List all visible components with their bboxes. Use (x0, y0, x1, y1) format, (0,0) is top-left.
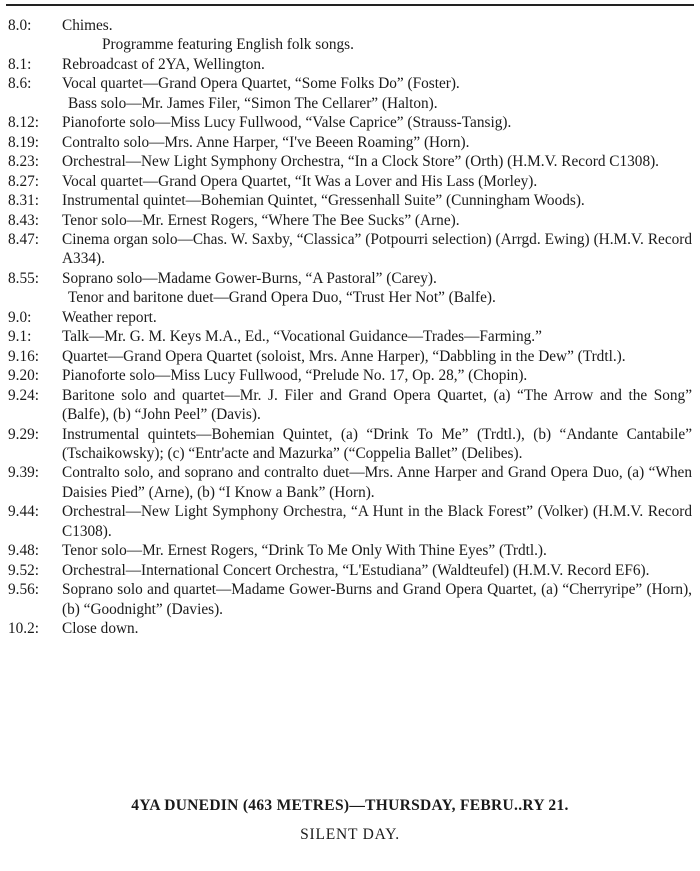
programme-entry (8, 308, 692, 327)
programme-entry (8, 133, 692, 152)
entry-description: Pianoforte solo—Miss Lucy Fullwood, “Valse Caprice” (Strauss-Tansig). (62, 114, 512, 132)
programme-entry (8, 269, 692, 288)
entry-description: Chimes. (62, 17, 113, 34)
entry-description: Tenor and baritone duet—Grand Opera Duo, “Trust Her Not” (Balfe). (68, 289, 496, 307)
programme-entry (8, 288, 692, 307)
programme-entry (8, 386, 692, 425)
programme-entry (8, 347, 692, 366)
programme-entry (8, 502, 692, 541)
programme-entry (8, 463, 692, 502)
entry-time: 8.6: (8, 75, 32, 93)
entry-description: Pianoforte solo—Miss Lucy Fullwood, “Prelude No. 17, Op. 28,” (Chopin). (62, 367, 528, 385)
entry-description: Tenor solo—Mr. Ernest Rogers, “Where The Bee Sucks” (Arne). (62, 211, 460, 229)
entry-description: Contralto solo, and soprano and contralto duet—Mrs. Anne Harper and Grand Opera Duo, (a) “When Daisies Pied” (Arne), (b) “I Know a Bank” (Horn). (62, 464, 692, 501)
entry-time: 10.2: (8, 620, 40, 638)
entry-time: 8.1: (8, 55, 32, 73)
entry-time: 9.48: (8, 542, 40, 560)
programme-entry (8, 152, 692, 171)
entry-description: Weather report. (62, 308, 157, 326)
programme-entry (8, 619, 692, 638)
entry-description: Soprano solo—Madame Gower-Burns, “A Pastoral” (Carey). (62, 269, 437, 287)
programme-entry (8, 366, 692, 385)
programme-entry (8, 16, 692, 35)
programme-entry (8, 211, 692, 230)
entry-time: 8.12: (8, 114, 40, 132)
programme-subheading (8, 35, 692, 54)
entry-time: 8.55: (8, 269, 40, 287)
programme-entry (8, 172, 692, 191)
programme-entry (8, 55, 692, 74)
entry-description: Talk—Mr. G. M. Keys M.A., Ed., “Vocational Guidance—Trades—Farming.” (62, 328, 542, 346)
entry-description: Baritone solo and quartet—Mr. J. Filer and Grand Opera Quartet, (a) “The Arrow and the Song” (Balfe), (b) “John Peel” (Davis). (62, 386, 692, 424)
programme-entry (8, 113, 692, 132)
entry-description: Vocal quartet—Grand Opera Quartet, “Some Folks Do” (Foster). (62, 75, 460, 93)
programme-entry (8, 541, 692, 560)
programme-list (8, 16, 692, 639)
entry-description: Instrumental quintet—Bohemian Quintet, “Gressenhall Suite” (Cunningham Woods). (62, 192, 585, 210)
programme-entry (8, 191, 692, 210)
entry-description: Orchestral—International Concert Orchestra, “L'Estudiana” (Waldteufel) (H.M.V. Record EF6). (62, 561, 650, 579)
entry-description: Contralto solo—Mrs. Anne Harper, “I've Beeen Roaming” (Horn). (62, 133, 470, 151)
entry-time: 9.44: (8, 503, 40, 521)
entry-description: Tenor solo—Mr. Ernest Rogers, “Drink To Me Only With Thine Eyes” (Trdtl.). (62, 542, 547, 560)
entry-description: Close down. (62, 620, 139, 638)
entry-description: Orchestral—New Light Symphony Orchestra, “A Hunt in the Black Forest” (Volker) (H.M.V. Record C1308). (62, 503, 692, 540)
entry-time: 8.43: (8, 211, 40, 229)
entry-time: 9.0: (8, 308, 32, 326)
programme-entry (8, 74, 692, 93)
top-rule (6, 4, 694, 6)
programme-entry (8, 327, 692, 346)
entry-description: Orchestral—New Light Symphony Orchestra, “In a Clock Store” (Orth) (H.M.V. Record C1308). (62, 153, 660, 171)
entry-time: 9.16: (8, 347, 40, 365)
entry-time: 9.39: (8, 464, 40, 482)
entry-time: 8.31: (8, 192, 40, 210)
entry-time: 9.20: (8, 367, 40, 385)
station-heading: 4YA DUNEDIN (463 METRES)—THURSDAY, FEBRU..RY 21. (131, 797, 569, 814)
entry-description: Soprano solo and quartet—Madame Gower-Burns and Grand Opera Quartet, (a) “Cherryripe” (Horn), (b) “Goodnight” (Davies). (62, 581, 692, 618)
entry-description: Vocal quartet—Grand Opera Quartet, “It Was a Lover and His Lass (Morley). (62, 172, 538, 190)
entry-time: 8.0: (8, 17, 32, 34)
entry-time: 9.24: (8, 386, 40, 404)
programme-entry (8, 94, 692, 113)
entry-time: 9.52: (8, 561, 40, 579)
programme-entry (8, 425, 692, 464)
entry-description: Programme featuring English folk songs. (102, 36, 354, 54)
entry-time: 8.23: (8, 153, 40, 171)
entry-description: Instrumental quintets—Bohemian Quintet, (a) “Drink To Me” (Trdtl.), (b) “Andante Cantabile” (Tschaikowsky); (c) “Entr'acte and Mazurka” (“Coppelia Ballet” (Delibes). (62, 425, 692, 462)
entry-time: 8.47: (8, 230, 40, 248)
silent-day-note: SILENT DAY. (300, 826, 400, 843)
entry-description: Cinema organ solo—Chas. W. Saxby, “Classica” (Potpourri selection) (Arrgd. Ewing) (H.M.V. Record A334). (62, 230, 692, 268)
entry-time: 9.56: (8, 581, 40, 599)
entry-time: 8.27: (8, 172, 40, 190)
programme-entry (8, 230, 692, 269)
programme-entry (8, 580, 692, 619)
entry-description: Quartet—Grand Opera Quartet (soloist, Mrs. Anne Harper), “Dabbling in the Dew” (Trdtl.). (62, 347, 626, 365)
entry-time: 8.19: (8, 133, 40, 151)
entry-description: Rebroadcast of 2YA, Wellington. (62, 55, 265, 73)
entry-time: 9.29: (8, 425, 40, 443)
programme-entry (8, 561, 692, 580)
entry-time: 9.1: (8, 328, 32, 346)
entry-description: Bass solo—Mr. James Filer, “Simon The Cellarer” (Halton). (68, 94, 438, 112)
